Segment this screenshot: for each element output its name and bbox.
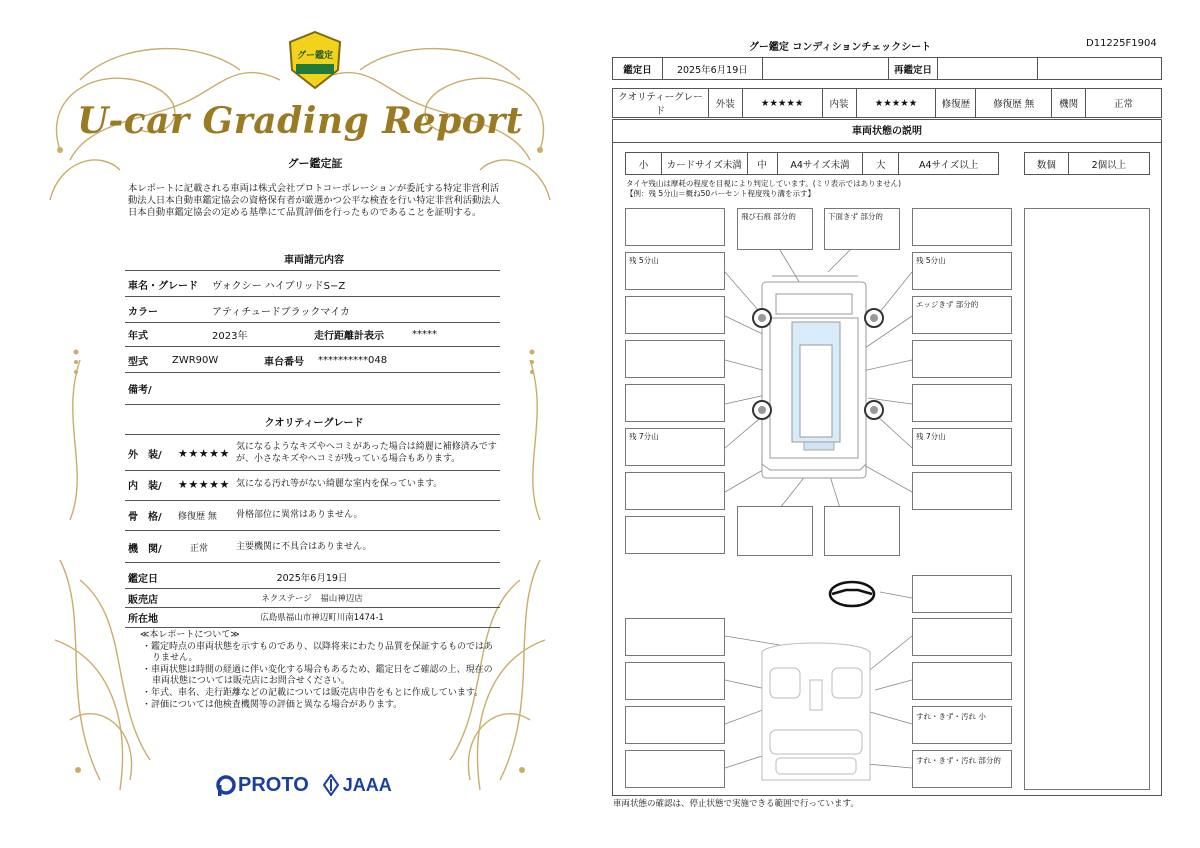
int-label: 内装 <box>822 89 856 118</box>
certificate-intro: 本レポートに記載される車両は株式会社プロトコーポレーションが委託する特定非営利活動法人日本自動車鑑定協会の資格保有者が厳選かつ公平な検査を行い特定非営利活動法人日本自動車鑑定協会の定める基準にて品質評価を行ったものであることを証明する。 <box>128 183 500 219</box>
footer-logos <box>216 770 392 800</box>
damage-box-under <box>824 208 900 250</box>
proto-logo <box>216 774 309 797</box>
empty-cell <box>938 58 1038 80</box>
regrade-label: 再鑑定日 <box>888 58 938 80</box>
sheet-footnote: 車両状態の確認は、停止状態で実施できる範囲で行っています。 <box>613 799 859 809</box>
spec-row-model <box>128 348 500 372</box>
spec-row-name <box>128 272 500 296</box>
damage-box-tire-fl <box>625 252 725 290</box>
spec-row-remarks <box>128 376 500 400</box>
divider <box>125 346 500 347</box>
condition-check-sheet <box>600 0 1200 848</box>
damage-box <box>625 618 725 656</box>
remarks-label: 備考/ <box>128 384 152 396</box>
tire-note-line: 【例：残 5分山＝概ね50パーセント程度残り溝を示す】 <box>626 189 816 198</box>
date-value: 2025年6月19日 <box>276 573 348 584</box>
damage-box-interior2 <box>912 750 1012 788</box>
divider <box>125 270 500 271</box>
date-value: 2025年6月19日 <box>662 58 762 80</box>
divider <box>125 372 500 373</box>
date-table <box>612 57 1162 80</box>
size-mid: 中 <box>747 153 777 175</box>
comment-area <box>1024 208 1150 790</box>
damage-box <box>912 208 1012 246</box>
count-label: 数個 <box>1025 153 1069 175</box>
interior-label: 内 装/ <box>128 480 162 492</box>
grade-label: クオリティーグレード <box>613 89 709 118</box>
year-value: 2023年 <box>212 330 248 342</box>
proto-mark-icon <box>216 774 236 796</box>
exterior-desc: 気になるようなキズやヘコミがあった場合は綺麗に補修済みですが、小さなキズやヘコミが残っている場合もあります。 <box>236 442 497 464</box>
ext-stars: ★★★★★ <box>742 89 822 118</box>
tire-rl-note: 残 7分山 <box>629 432 659 441</box>
damage-box <box>625 706 725 744</box>
damage-box <box>625 208 725 246</box>
edge-note: エッジきず 部分的 <box>916 300 979 309</box>
jaaa-logo-text: JAAA <box>342 774 392 795</box>
damage-box-tire-rl <box>625 428 725 466</box>
exterior-stars: ★★★★★ <box>178 446 230 460</box>
frame-desc: 骨格部位に異常はありません。 <box>236 510 363 520</box>
spec-row-year <box>128 322 500 346</box>
ext-label: 外装 <box>708 89 742 118</box>
damage-box-tire-rr <box>912 428 1012 466</box>
tire-note <box>626 179 901 199</box>
engine-value: 正常 <box>190 543 209 554</box>
damage-box <box>625 384 725 422</box>
quality-row-engine <box>128 535 500 559</box>
damage-box <box>625 750 725 788</box>
repair-value: 修復歴 無 <box>976 89 1052 118</box>
interior2-note: すれ・きず・汚れ 部分的 <box>916 756 1001 765</box>
divider <box>125 562 500 563</box>
damage-box-chip <box>737 208 813 250</box>
jaaa-logo <box>323 774 392 796</box>
damage-box <box>912 472 1012 510</box>
vehicle-state-title: 車両状態の説明 <box>612 119 1162 143</box>
damage-box <box>912 618 1012 656</box>
color-label: カラー <box>128 306 158 318</box>
repair-label: 修復歴 <box>936 89 976 118</box>
frame-label: 骨 格/ <box>128 511 162 523</box>
count-value: 2個以上 <box>1068 153 1149 175</box>
int-stars: ★★★★★ <box>856 89 936 118</box>
damage-box <box>912 384 1012 422</box>
quality-section-title: クオリティーグレード <box>264 418 364 429</box>
divider <box>125 500 500 501</box>
sheet-title: グー鑑定 コンディションチェックシート <box>748 42 932 53</box>
damage-box <box>625 516 725 554</box>
model-value: ZWR90W <box>172 354 219 366</box>
date-label: 鑑定日 <box>613 58 663 80</box>
tire-rr-note: 残 7分山 <box>916 432 946 441</box>
shop-value: ネクステージ 福山神辺店 <box>261 594 363 604</box>
exterior-label: 外 装/ <box>128 449 162 461</box>
chassis-label: 車台番号 <box>264 356 304 368</box>
size-large: 大 <box>863 153 899 175</box>
certificate-title: グー鑑定証 <box>287 157 343 170</box>
address-label: 所在地 <box>128 613 158 625</box>
spec-row-color <box>128 298 500 322</box>
note-item: ・年式、車名、走行距離などの記載については販売店申告をもとに作成しています。 <box>142 687 484 698</box>
damage-box <box>912 662 1012 700</box>
count-legend-table <box>1024 152 1150 175</box>
chip-note: 飛び石痕 部分的 <box>741 212 796 221</box>
quality-row-frame <box>128 503 500 527</box>
divider <box>125 404 500 405</box>
quality-row-interior <box>128 472 500 496</box>
size-small: 小 <box>626 153 662 175</box>
divider <box>125 434 500 435</box>
chassis-value: **********048 <box>318 354 388 366</box>
interior-stars: ★★★★★ <box>178 477 230 491</box>
tire-fr-note: 残 5分山 <box>916 256 946 265</box>
empty-cell <box>762 58 888 80</box>
proto-logo-text: PROTO <box>238 773 309 796</box>
color-value: アティチュードブラックマイカ <box>212 306 350 318</box>
name-label: 車名・グレード <box>128 280 198 292</box>
emblem-text: グー鑑定 <box>296 51 333 61</box>
note-item: ・鑑定時点の車両状態を示すものであり、以降将来にわたり品質を保証するものではありません。 <box>142 641 494 664</box>
divider <box>125 627 500 628</box>
grade-table <box>612 88 1162 118</box>
damage-box <box>912 340 1012 378</box>
engine-label: 機 関/ <box>128 543 162 555</box>
shop-label: 販売店 <box>128 594 158 606</box>
specs-section-title: 車両諸元内容 <box>284 255 344 266</box>
damage-box <box>912 575 1012 613</box>
engine-value: 正常 <box>1086 89 1162 118</box>
damage-box-edge <box>912 296 1012 334</box>
date-label: 鑑定日 <box>128 573 158 585</box>
empty-cell <box>1038 58 1162 80</box>
damage-box <box>625 296 725 334</box>
sheet-code: D11225F1904 <box>1086 38 1157 49</box>
jaaa-mark-icon <box>323 774 339 796</box>
info-row-date <box>128 566 500 588</box>
tire-note-line: タイヤ残山は摩耗の程度を目視により判定しています。(ミリ表示ではありません) <box>626 179 902 188</box>
size-large-desc: A4サイズ以上 <box>899 153 999 175</box>
divider <box>125 470 500 471</box>
notes-heading: ≪本レポートについて≫ <box>140 630 240 640</box>
info-row-address <box>128 606 500 628</box>
damage-box <box>737 506 813 556</box>
damage-box-tire-fr <box>912 252 1012 290</box>
tire-fl-note: 残 5分山 <box>629 256 659 265</box>
size-mid-desc: A4サイズ未満 <box>777 153 863 175</box>
note-item: ・車両状態は時間の経過に伴い変化する場合もあるため、鑑定日をご確認の上、現在の車両状態については販売店にお問合せください。 <box>142 664 493 687</box>
name-value: ヴォクシー ハイブリッドS−Z <box>212 280 346 292</box>
divider <box>125 296 500 297</box>
note-item: ・評価については他検査機関等の評価と異なる場合があります。 <box>142 699 403 710</box>
frame-value: 修復歴 無 <box>178 511 217 522</box>
damage-box <box>625 340 725 378</box>
mileage-label: 走行距離計表示 <box>314 330 384 342</box>
size-small-desc: カードサイズ未満 <box>661 153 747 175</box>
divider <box>125 530 500 531</box>
under-scratch-note: 下面きず 部分的 <box>828 212 883 221</box>
address-value: 広島県福山市神辺町川南1474-1 <box>260 613 384 623</box>
engine-label: 機関 <box>1052 89 1086 118</box>
engine-desc: 主要機関に不具合はありません。 <box>236 542 372 552</box>
size-legend-table <box>625 152 999 175</box>
year-label: 年式 <box>128 330 148 342</box>
mileage-value: ***** <box>412 328 437 340</box>
report-notes <box>140 630 500 711</box>
damage-box-interior1 <box>912 706 1012 744</box>
interior1-note: すれ・きず・汚れ 小 <box>916 712 986 721</box>
model-label: 型式 <box>128 356 148 368</box>
damage-box <box>824 506 900 556</box>
damage-box <box>625 472 725 510</box>
goo-kantei-emblem <box>286 30 344 92</box>
report-script-title: U-car Grading Report <box>77 100 523 142</box>
interior-desc: 気になる汚れ等がない綺麗な室内を保っています。 <box>236 479 443 489</box>
damage-box <box>625 662 725 700</box>
quality-row-exterior <box>128 437 500 469</box>
